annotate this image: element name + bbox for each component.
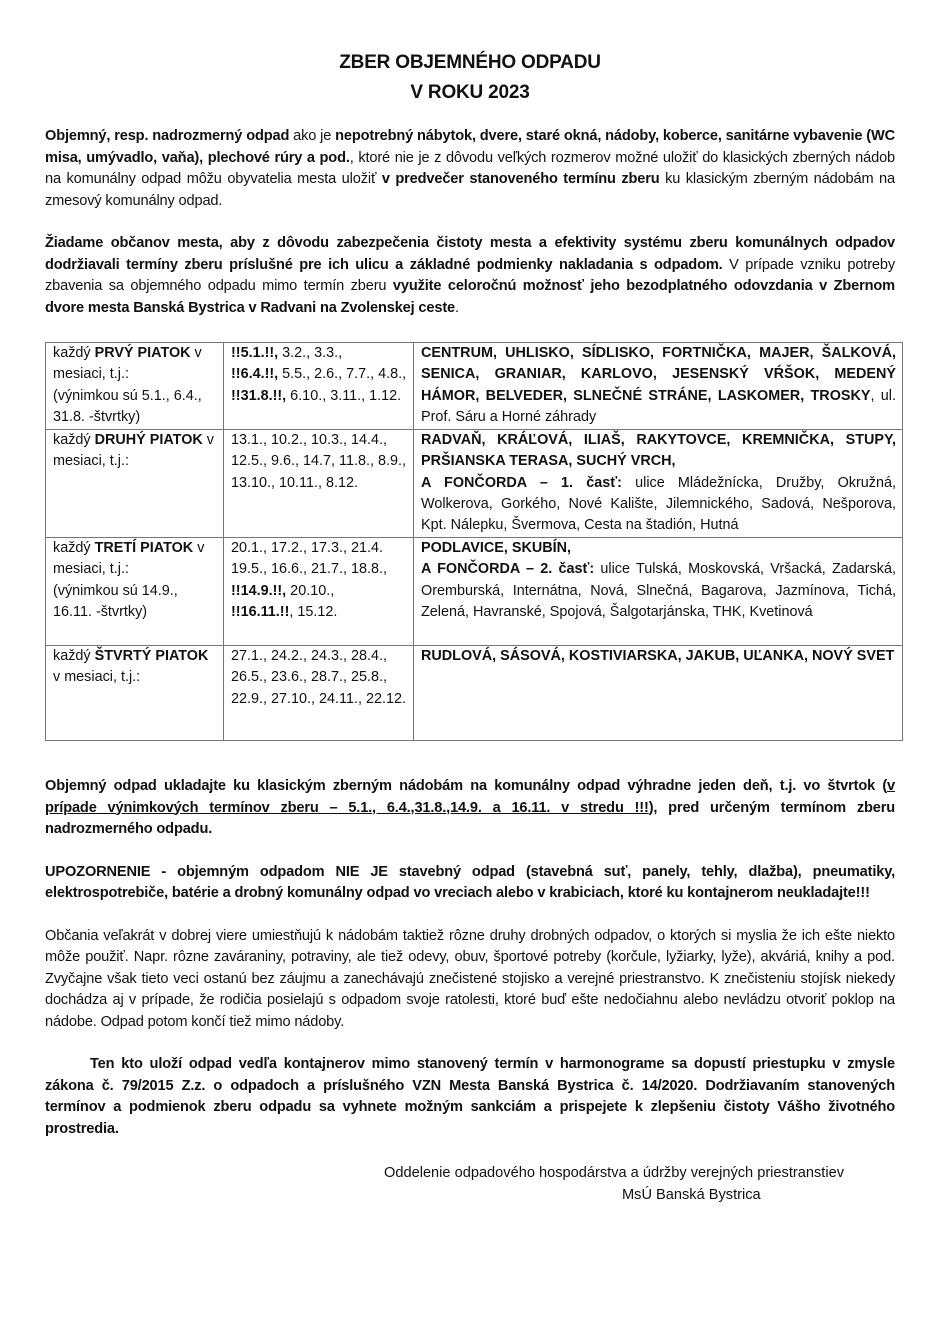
bold-text: DRUHÝ PIATOK — [94, 432, 203, 448]
dates-cell: 13.1., 10.2., 10.3., 14.4., 12.5., 9.6., 14.7, 11.8., 8.9., 13.10., 10.11., 8.12. — [224, 430, 414, 538]
warning-text: UPOZORNENIE - objemným odpadom NIE JE stavebný odpad (stavebná suť, panely, tehly, dlažba), pneumatiky, elektrospotrebiče, batérie a drobný komunálny odpad vo vreciach alebo v krabiciach, ktoré ku kontajnerom neukladajte!!! — [45, 863, 895, 901]
penalty-paragraph — [45, 1054, 895, 1140]
signature-department: Oddelenie odpadového hospodárstva a údržby verejných priestranstiev — [384, 1165, 844, 1181]
exception-note: (výnimkou sú 5.1., 6.4., 31.8. -štvrtky) — [53, 387, 202, 425]
dates-cell: 27.1., 24.2., 24.3., 28.4., 26.5., 23.6., 28.7., 25.8., 22.9., 27.10., 24.11., 22.12. — [224, 646, 414, 741]
text: ku klasickým zberným nádobám na zmesový komunálny odpad. — [45, 171, 895, 209]
underlined-exception-dates: v prípade výnimkových termínov zberu – 5.1., 6.4.,31.8.,14.9. a 16.11. v stredu !!! — [45, 778, 895, 816]
bold-text: ), pred určeným termínom zberu nadrozmerného odpadu. — [45, 799, 895, 837]
title-line-1: ZBER OBJEMNÉHO ODPADU — [339, 52, 601, 73]
when-cell — [46, 343, 224, 430]
warning-paragraph — [45, 862, 895, 905]
areas-label: A FONČORDA – 2. časť: — [421, 561, 595, 578]
when-cell — [46, 538, 224, 646]
table-row — [46, 538, 903, 646]
date-exception: !!5.1.!!, — [231, 345, 279, 361]
date-exception: !!16.11.!! — [231, 603, 290, 620]
document-page — [45, 48, 895, 319]
notes-section — [45, 776, 895, 1140]
date-exception: !!6.4.!!, — [231, 366, 279, 383]
areas-bold: CENTRUM, UHLISKO, SÍDLISKO, FORTNIČKA, MAJER, ŠALKOVÁ, SENICA, GRANIAR, KARLOVO, JESENSKÝ VŔŠOK, MEDENÝ HÁMOR, BELVEDER, SLNEČNÉ STRÁNE, LASKOMER, TROSKY — [421, 345, 896, 404]
date-exception: !!14.9.!!, — [231, 582, 287, 599]
when-cell — [46, 646, 224, 741]
areas-text: ulice Mládežnícka, Družby, Okružná, Wolkerova, Gorkého, Nové Kalište, Jilemnického, Sadová, Nešporova, Kpt. Nálepku, Švermova, Cesta na štadión, Hutná — [421, 474, 896, 534]
text: každý — [53, 648, 95, 664]
dates-cell — [224, 343, 414, 430]
dates: 20.1., 17.2., 17.3., 21.4. 19.5., 16.6., 21.7., 18.8., — [231, 540, 388, 578]
text: ako je — [289, 128, 336, 144]
text: V prípade vzniku potreby zbavenia sa objemného odpadu mimo termín zberu — [45, 256, 895, 294]
placement-paragraph — [45, 776, 895, 841]
intro-paragraph — [45, 126, 895, 212]
bold-text: nepotrebný nábytok, dvere, staré okná, nádoby, koberce, sanitárne vybavenie (WC misa, umývadlo, vaňa), plechové rúry a pod. — [45, 128, 895, 166]
areas-text: ulice Tulská, Moskovská, Vršacká, Zadarská, Oremburská, Internátna, Nová, Slnečná, Bagarova, Jazmínova, Tichá, Zelená, Havranské, Spojová, Šalgotarjánska, THK, Kvetinová — [421, 561, 896, 620]
bold-text: v predvečer stanoveného termínu zberu — [381, 171, 660, 187]
areas-text: , ul. Prof. Sáru a Horné záhrady — [421, 387, 896, 425]
dates: 3.2., 3.3., — [278, 345, 343, 361]
areas-bold: RUDLOVÁ, SÁSOVÁ, KOSTIVIARSKA, JAKUB, UĽANKA, NOVÝ SVET — [421, 648, 895, 664]
text: každý — [53, 540, 95, 556]
dates-cell — [224, 538, 414, 646]
penalty-text: Ten kto uloží odpad vedľa kontajnerov mimo stanovený termín v harmonograme sa dopustí priestupku v zmysle zákona č. 79/2015 Z.z. o odpadoch a príslušného VZN Mesta Banská Bystrica č. 14/2020. Dodržiavaním stanovených termínov a podmienok zberu odpadu sa vyhnete možným sankciám a prispejete k zlepšeniu čistoty Vášho životného prostredia. — [45, 1056, 895, 1137]
bold-text: Žiadame občanov mesta, aby z dôvodu zabezpečenia čistoty mesta a efektivity systému zberu komunálnych odpadov dodržiavali termíny zberu príslušné pre ich ulicu a základné podmienky nakladania s odpadom. — [45, 235, 895, 273]
request-paragraph — [45, 233, 895, 319]
areas-label: A FONČORDA – 1. časť: — [421, 474, 622, 491]
bold-text: TRETÍ PIATOK — [94, 540, 194, 556]
dates: 6.10., 3.11., 1.12. — [286, 387, 402, 404]
exception-note: (výnimkou sú 14.9., 16.11. -štvrtky) — [53, 582, 178, 620]
bold-text: PRVÝ PIATOK — [94, 345, 191, 361]
text: každý — [53, 345, 95, 361]
text: . — [455, 299, 459, 316]
bold-text: Objemný odpad ukladajte ku klasickým zberným nádobám na komunálny odpad výhradne jeden deň, t.j. vo štvrtok ( — [45, 778, 888, 794]
title-line-2: V ROKU 2023 — [410, 82, 530, 103]
text: každý — [53, 432, 95, 448]
dates: , 15.12. — [289, 603, 338, 620]
dates: 20.10., — [286, 582, 335, 599]
dates: 5.5., 2.6., 7.7., 4.8., — [278, 366, 407, 383]
signature-office: MsÚ Banská Bystrica — [622, 1187, 761, 1203]
table-row — [46, 430, 903, 538]
text: v mesiaci, t.j.: — [53, 345, 202, 383]
text: v mesiaci, t.j.: — [53, 669, 141, 686]
date-exception: !!31.8.!!, — [231, 387, 287, 404]
areas-bold: PODLAVICE, SKUBÍN, — [421, 540, 572, 556]
text: v mesiaci, t.j.: — [53, 432, 214, 470]
info-paragraph: Občania veľakrát v dobrej viere umiestňujú k nádobám taktiež rôzne druhy drobných odpadov, o ktorých si myslia že ich ešte niekto môže použiť. Napr. rôzne zaváraniny, potraviny, ale tiež odevy, obuv, športové potreby (korčule, lyžiarky, lyže), akváriá, knihy a pod. Zvyčajne však tieto veci ostanú bez záujmu a zanechávajú znečistené stojisko a verejné priestranstvo. K znečisteniu stojísk niekedy dochádza aj v prípade, že rodičia posielajú s odpadom svoje ratolesti, ktoré buď ešte nedočiahnu alebo nevládzu otvoriť poklop na nádobe. Odpad potom končí tiež mimo nádoby. — [45, 927, 895, 1030]
text: v mesiaci, t.j.: — [53, 540, 205, 578]
areas-cell — [414, 538, 903, 646]
schedule-table — [45, 342, 903, 741]
text: , ktoré nie je z dôvodu veľkých rozmerov možné uložiť do klasických zberných nádob na komunálny odpad môžu obyvatelia mesta uložiť — [45, 149, 895, 187]
bold-text: ŠTVRTÝ PIATOK — [94, 648, 209, 664]
bold-text: využite celoročnú možnosť jeho bezodplatného odovzdania v Zbernom dvore mesta Banská Bystrica v Radvani na Zvolenskej ceste — [45, 278, 895, 316]
table-row — [46, 646, 903, 741]
bold-text: Objemný, resp. nadrozmerný odpad — [45, 128, 290, 144]
areas-cell — [414, 430, 903, 538]
areas-bold: RADVAŇ, KRÁĽOVÁ, ILIAŠ, RAKYTOVCE, KREMNIČKA, STUPY, PRŠIANSKA TERASA, SUCHÝ VRCH, — [421, 432, 896, 470]
areas-cell — [414, 343, 903, 430]
table-row — [46, 343, 903, 430]
areas-cell — [414, 646, 903, 741]
when-cell — [46, 430, 224, 538]
